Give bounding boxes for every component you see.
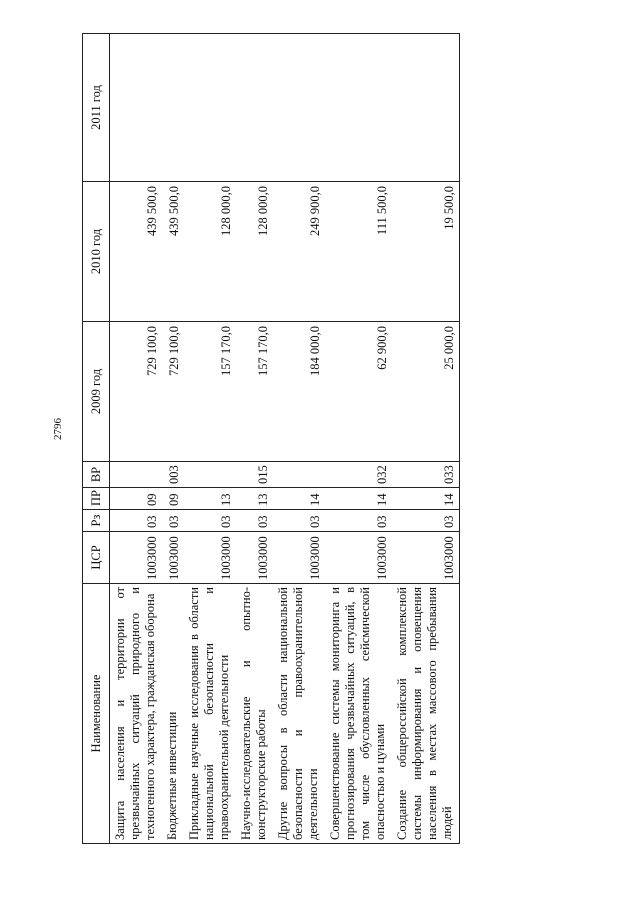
- cell-csr: 1003000: [273, 532, 325, 584]
- cell-2009: 157 170,0: [236, 322, 273, 462]
- cell-vr: [273, 462, 325, 488]
- cell-pr: 14: [392, 488, 460, 510]
- table-row: [325, 34, 392, 844]
- cell-2010: 439 500,0: [162, 182, 184, 322]
- table-row: [110, 34, 163, 844]
- cell-rz: 03: [162, 510, 184, 532]
- table-row: [162, 34, 184, 844]
- table-header: [83, 34, 110, 844]
- cell-2010: 439 500,0: [110, 182, 163, 322]
- cell-2010: 128 000,0: [236, 182, 273, 322]
- cell-2010: 128 000,0: [184, 182, 236, 322]
- cell-csr: 1003000: [392, 532, 460, 584]
- cell-pr: 14: [325, 488, 392, 510]
- header-2010: 2010 год: [83, 182, 110, 322]
- header-2011: 2011 год: [83, 34, 110, 182]
- cell-name: Бюджетные инвестиции: [162, 584, 184, 844]
- cell-vr: 015: [236, 462, 273, 488]
- cell-rz: 03: [236, 510, 273, 532]
- table-row: [392, 34, 460, 844]
- rotated-page-content: [82, 34, 527, 844]
- cell-2009: 62 900,0: [325, 322, 392, 462]
- cell-vr: [184, 462, 236, 488]
- cell-vr: 033: [392, 462, 460, 488]
- header-pr: ПР: [83, 488, 110, 510]
- cell-rz: 03: [325, 510, 392, 532]
- cell-2009: 184 000,0: [273, 322, 325, 462]
- cell-2009: 729 100,0: [110, 322, 163, 462]
- cell-csr: 1003000: [110, 532, 163, 584]
- cell-rz: 03: [392, 510, 460, 532]
- cell-pr: 09: [162, 488, 184, 510]
- cell-csr: 1003000: [162, 532, 184, 584]
- header-name: Наименование: [83, 584, 110, 844]
- cell-name: Прикладные научные исследования в области национальной безопасности и правоохранительной деятельности: [184, 584, 236, 844]
- cell-pr: 13: [184, 488, 236, 510]
- cell-2011: [273, 34, 325, 182]
- cell-2009: 157 170,0: [184, 322, 236, 462]
- cell-vr: 003: [162, 462, 184, 488]
- cell-2010: 111 500,0: [325, 182, 392, 322]
- page-number: 2796: [52, 418, 64, 440]
- table-row: [236, 34, 273, 844]
- header-csr: ЦСР: [83, 532, 110, 584]
- cell-rz: 03: [273, 510, 325, 532]
- header-2009: 2009 год: [83, 322, 110, 462]
- cell-rz: 03: [110, 510, 163, 532]
- cell-2011: [110, 34, 163, 182]
- table-row: [184, 34, 236, 844]
- budget-table: [82, 33, 460, 844]
- cell-2011: [236, 34, 273, 182]
- cell-2011: [325, 34, 392, 182]
- cell-pr: 09: [110, 488, 163, 510]
- cell-name: Другие вопросы в области национальной безопасности и правоохранительной деятельности: [273, 584, 325, 844]
- cell-rz: 03: [184, 510, 236, 532]
- cell-csr: 1003000: [236, 532, 273, 584]
- table-body: [110, 34, 460, 844]
- cell-2011: [184, 34, 236, 182]
- cell-2011: [162, 34, 184, 182]
- cell-csr: 1003000: [184, 532, 236, 584]
- header-rz: Рз: [83, 510, 110, 532]
- table-row: [273, 34, 325, 844]
- cell-2009: 25 000,0: [392, 322, 460, 462]
- cell-name: Создание общероссийской комплексной системы информирования и оповещения населения в местах массового пребывания людей: [392, 584, 460, 844]
- cell-2011: [392, 34, 460, 182]
- cell-2010: 19 500,0: [392, 182, 460, 322]
- cell-name: Совершенствование системы мониторинга и прогнозирования чрезвычайных ситуаций, в том числе обусловленных сейсмической опасностью и цунами: [325, 584, 392, 844]
- cell-2009: 729 100,0: [162, 322, 184, 462]
- cell-vr: [110, 462, 163, 488]
- cell-name: Защита населения и территории от чрезвычайных ситуаций природного и техногенного характера, гражданская оборона: [110, 584, 163, 844]
- header-vr: ВР: [83, 462, 110, 488]
- cell-2010: 249 900,0: [273, 182, 325, 322]
- cell-vr: 032: [325, 462, 392, 488]
- cell-pr: 14: [273, 488, 325, 510]
- cell-csr: 1003000: [325, 532, 392, 584]
- cell-name: Научно-исследовательские и опытно-конструкторские работы: [236, 584, 273, 844]
- cell-pr: 13: [236, 488, 273, 510]
